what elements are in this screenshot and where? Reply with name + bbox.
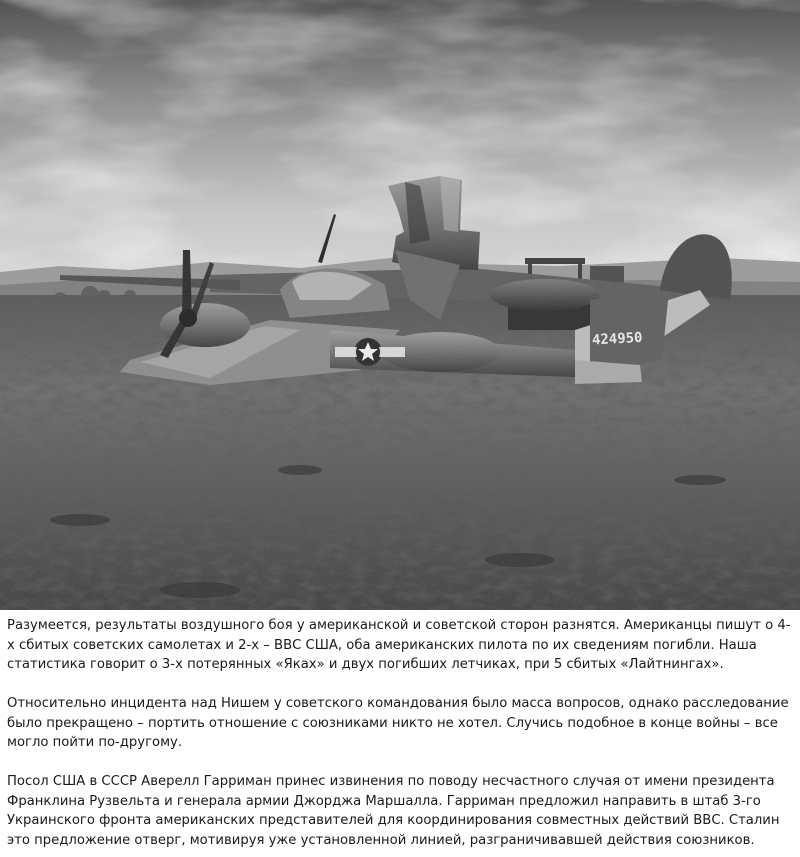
paragraph-harriman-apology: Посол США в СССР Аверелл Гарриман принес извинения по поводу несчастного случая от имени президента Франклина Рузвельта и генерала армии Джорджа Маршалла. Гарриман предложил направить в штаб 3-го Украинского фронта американских представителей для координирования совместных действий ВВС. Сталин это предложение отверг, мотивируя уже установленной линией, разграничивавшей действия союзников. — [7, 774, 780, 848]
paragraph-air-battle-results: Разумеется, результаты воздушного боя у американской и советской сторон разнятся. Американцы пишут о 4-х сбитых советских самолетах и 2-х – ВВС США, оба американских пилота по их сведениям погибли. Наша статистика говорит о 3-х потерянных «Яках» и двух погибших летчиках, при 5 сбитых «Лайтнингах». — [7, 618, 791, 672]
paragraph-nis-incident: Относительно инцидента над Нишем у советского командования было масса вопросов, однако расследование было прекращено – портить отношение с союзниками никто не хотел. Случись подобное в конце войны – все могло пойти по-другому. — [7, 696, 789, 750]
article-text — [7, 616, 793, 850]
